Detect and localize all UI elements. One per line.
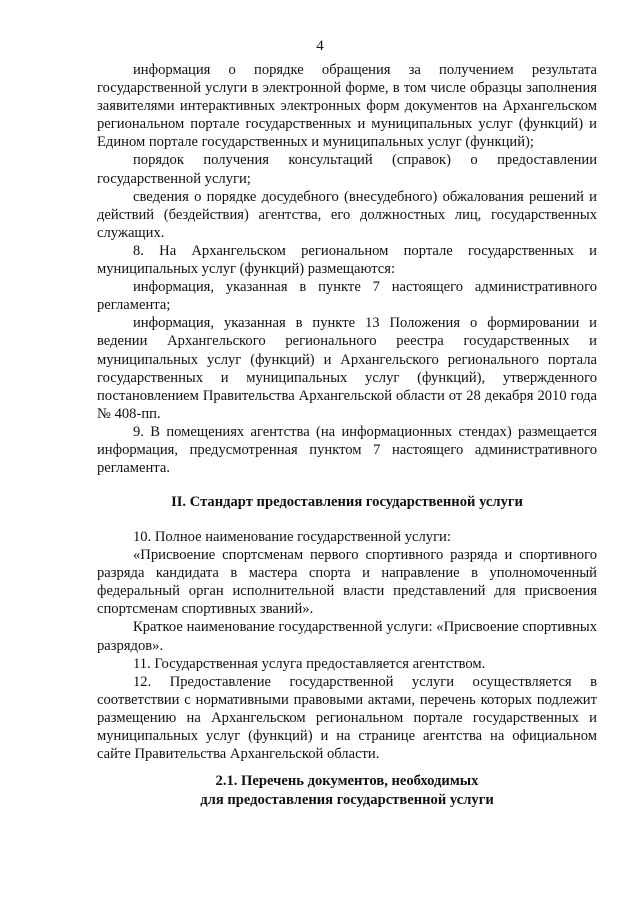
subsection-heading [97,772,597,809]
subsection-heading-line: для предоставления государственной услуги [200,791,494,808]
section-heading: II. Стандарт предоставления государственной услуги [171,494,523,510]
paragraph: «Присвоение спортсменам первого спортивного разряда и спортивного разряда кандидата в мастера спорта и направление в уполномоченный федеральный орган исполнительной власти представлений для присвоения спортсменам спортивных званий». [97,547,597,618]
paragraph: 8. На Архангельском региональном портале государственных и муниципальных услуг (функций) размещаются: [97,242,597,278]
paragraph: порядок получения консультаций (справок) о предоставлении государственной услуги; [97,152,597,187]
paragraph: 11. Государственная услуга предоставляется агентством. [133,655,486,672]
text-block-section [97,528,597,763]
paragraph: Краткое наименование государственной услуги: «Присвоение спортивных разрядов». [97,619,597,654]
paragraph: информация, указанная в пункте 13 Положения о формировании и ведении Архангельского регионального реестра государственных и муниципальных услуг (функций) и Архангельского регионального портала государственных и муниципальных услуг (функций), утвержденного постановлением Правительства Архангельской области от 28 декабря 2010 года № 408-пп. [97,315,597,422]
paragraph: 12. Предоставление государственной услуги осуществляется в соответствии с нормативными правовыми актами, перечень которых подлежит размещению на Архангельском региональном портале государственных и муниципальных услуг (функций) и на странице агентства на официальном сайте Правительства Архангельской области. [97,673,597,763]
text-block-top [97,61,597,477]
subsection-heading-line: 2.1. Перечень документов, необходимых [215,773,479,789]
paragraph: информация, указанная в пункте 7 настоящего административного регламента; [97,279,597,314]
page-number: 4 [316,38,324,54]
paragraph: сведения о порядке досудебного (внесудебного) обжалования решений и действий (бездействия) агентства, его должностных лиц, государственных служащих. [97,188,597,241]
paragraph: информация о порядке обращения за получением результата государственной услуги в электронной форме, в том числе образцы заполнения заявителями интерактивных электронных форм документов на Архангельском региональном портале государственных и муниципальных услуг (функций) и Едином портале государственных и муниципальных услуг (функций); [97,62,597,151]
paragraph: 10. Полное наименование государственной услуги: [133,529,451,545]
paragraph: 9. В помещениях агентства (на информационных стендах) размещается информация, предусмотренная пунктом 7 настоящего административного регламента. [97,423,597,477]
